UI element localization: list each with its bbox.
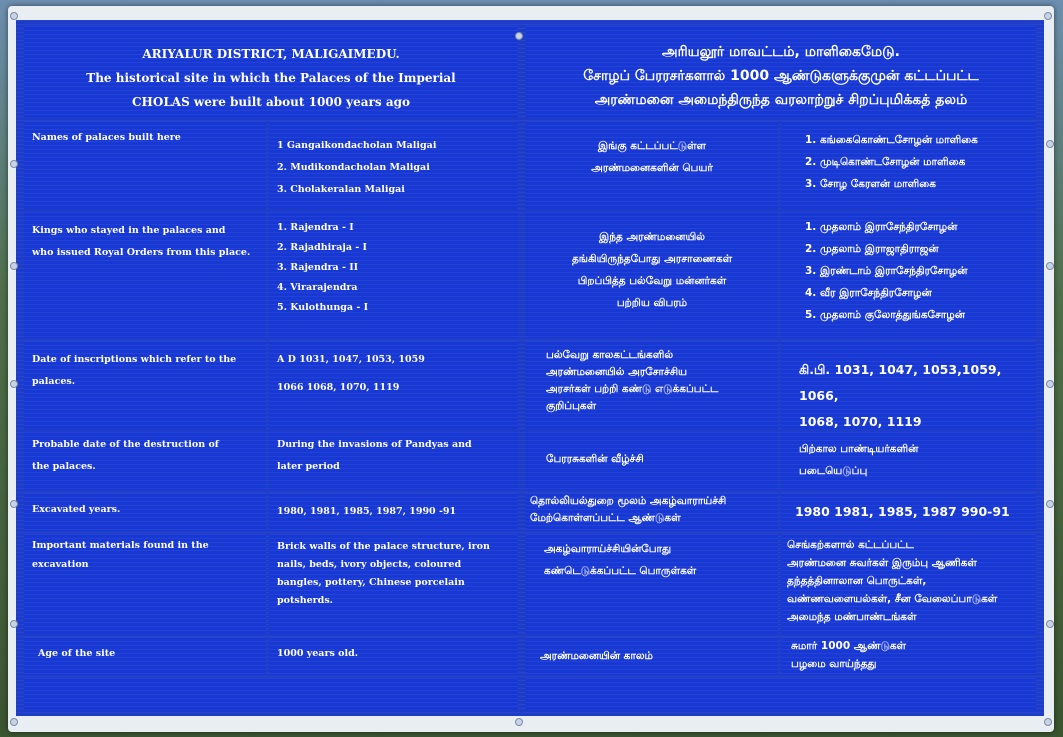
row-2-en-label (24, 212, 266, 338)
english-header (24, 26, 518, 118)
bolt-icon (1046, 262, 1054, 270)
value-line: 3. Cholakeralan Maligai (277, 184, 405, 195)
value-line: 1 Gangaikondacholan Maligai (277, 140, 437, 151)
row-2-en-value (269, 212, 518, 338)
value-line: potsherds. (277, 595, 333, 606)
tamil-title-line-2: சோழப் பேரரசர்களால் 1000 ஆண்டுகளுக்குமுன் கட்டப்பட்ட (583, 68, 979, 84)
row-4-en-label (24, 432, 266, 490)
value-line: செங்கற்களால் கட்டப்பட்ட (787, 539, 914, 551)
value-line: அமைந்த மண்பாண்டங்கள் (787, 611, 917, 623)
row-7-en-label (24, 637, 266, 675)
value-line: 1066 1068, 1070, 1119 (277, 382, 400, 393)
value-line: பழமை வாய்ந்தது (791, 658, 877, 670)
value-line: 1. Rajendra - I (277, 222, 354, 233)
tamil-title-line-1: அரியலூர் மாவட்டம், மாளிகைமேடு. (662, 44, 900, 60)
value-line: 1000 years old. (277, 648, 359, 659)
english-title-line-1: ARIYALUR DISTRICT, MALIGAIMEDU. (142, 47, 400, 61)
value-line: 1. முதலாம் இராசேந்திரசோழன் (805, 221, 958, 233)
label-line: Age of the site (38, 648, 116, 659)
value-line: 2. முடிகொண்டசோழன் மாளிகை (805, 156, 966, 168)
row-2-ta-value (781, 212, 1036, 338)
bolt-icon (1046, 620, 1054, 628)
row-1-en-label (24, 121, 266, 209)
row-5-en-value (269, 493, 518, 531)
bottom-strip-left (24, 678, 518, 710)
value-line: பிற்கால பாண்டியர்களின் (799, 443, 919, 455)
bolt-icon (10, 620, 18, 628)
value-line: 5. முதலாம் குலோத்துங்கசோழன் (805, 309, 965, 321)
row-1-ta-value (781, 121, 1036, 209)
row-3-ta-label (526, 341, 778, 429)
label-line: பிறப்பித்த பல்வேறு மன்னர்கள் (577, 275, 727, 287)
bottom-strip-right (526, 678, 1036, 710)
label-line: பற்றிய விபரம் (616, 297, 688, 309)
label-line: Excavated years. (32, 504, 121, 515)
label-line: excavation (32, 559, 89, 570)
english-title-line-2: The historical site in which the Palaces of the Imperial (86, 71, 456, 85)
value-line: அரண்மனை சுவர்கள் இரும்பு ஆணிகள் (787, 557, 977, 569)
label-line: who issued Royal Orders from this place. (32, 247, 251, 258)
label-line: இந்த அரண்மனையில் (599, 231, 705, 243)
label-line: Names of palaces built here (32, 132, 181, 143)
value-line: தந்தத்தினாலான பொருட்கள், (787, 575, 927, 587)
value-line: 3. Rajendra - II (277, 262, 359, 273)
label-line: தங்கியிருந்தபோது அரசாணைகள் (571, 253, 733, 265)
value-line: During the invasions of Pandyas and (277, 439, 472, 450)
label-line: அரண்மனையில் அரசோச்சிய (546, 366, 688, 378)
row-1-en-value (269, 121, 518, 209)
row-3-en-value (269, 341, 518, 429)
label-line: Probable date of the destruction of (32, 439, 219, 450)
row-7-en-value (269, 637, 518, 675)
label-line: அகழ்வாராய்ச்சியின்போது (544, 543, 672, 555)
value-line: Brick walls of the palace structure, iron (277, 541, 490, 552)
bolt-icon (1044, 12, 1052, 20)
label-line: அரண்மனைகளின் பெயர் (591, 162, 713, 174)
tamil-title-line-3: அரண்மனை அமைந்திருந்த வரலாற்றுச் சிறப்புமிக்கத் தலம் (594, 92, 968, 108)
value-line: வண்ணவளையல்கள், சீன வேலைப்பாடுகள் (787, 593, 998, 605)
value-line: 3. சோழ கேரளன் மாளிகை (805, 178, 936, 190)
value-line: 4. Virarajendra (277, 282, 358, 293)
value-line: 1980 1981, 1985, 1987 990-91 (795, 504, 1010, 519)
row-2-ta-label (526, 212, 778, 338)
label-line: அரசர்கள் பற்றி கண்டு எடுக்கப்பட்ட (546, 383, 719, 395)
value-line: later period (277, 461, 340, 472)
row-3-en-label (24, 341, 266, 429)
bolt-icon (10, 262, 18, 270)
tamil-header (526, 26, 1036, 118)
bolt-icon (1044, 718, 1052, 726)
value-line: 1980, 1981, 1985, 1987, 1990 -91 (277, 506, 457, 517)
value-line: கி.பி. 1031, 1047, 1053,1059, 1066, (799, 362, 1002, 403)
label-line: palaces. (32, 376, 76, 387)
value-line: 5. Kulothunga - I (277, 302, 369, 313)
row-7-ta-label (526, 637, 778, 675)
value-line: bangles, pottery, Chinese porcelain (277, 577, 465, 588)
bolt-icon (1046, 380, 1054, 388)
row-5-ta-label (526, 493, 778, 531)
row-3-ta-value (781, 341, 1036, 429)
bolt-icon (515, 718, 523, 726)
bolt-icon (10, 718, 18, 726)
value-line: சுமார் 1000 ஆண்டுகள் (791, 640, 907, 652)
value-line: 4. வீர இராசேந்திரசோழன் (805, 287, 932, 299)
label-line: மேற்கொள்ளப்பட்ட ஆண்டுகள் (530, 512, 681, 524)
label-line: இங்கு கட்டப்பட்டுள்ள (597, 140, 707, 152)
label-line: கண்டெடுக்கப்பட்ட பொருள்கள் (544, 565, 697, 577)
label-line: Kings who stayed in the palaces and (32, 225, 226, 236)
bolt-icon (10, 380, 18, 388)
value-line: 1068, 1070, 1119 (799, 414, 922, 429)
row-5-en-label (24, 493, 266, 531)
row-6-ta-value (781, 534, 1036, 634)
value-line: 1. கங்கைகொண்டசோழன் மாளிகை (805, 134, 978, 146)
label-line: Date of inscriptions which refer to the (32, 354, 237, 365)
bolt-icon (1046, 500, 1054, 508)
row-6-en-value (269, 534, 518, 634)
value-line: nails, beds, ivory objects, coloured (277, 559, 462, 570)
value-line: 2. Mudikondacholan Maligai (277, 162, 430, 173)
bolt-icon (515, 32, 523, 40)
value-line: 2. Rajadhiraja - I (277, 242, 367, 253)
row-1-ta-label (526, 121, 778, 209)
row-4-en-value (269, 432, 518, 490)
row-7-ta-value (781, 637, 1036, 675)
bolt-icon (10, 160, 18, 168)
row-4-ta-value (781, 432, 1036, 490)
row-5-ta-value (781, 493, 1036, 531)
bolt-icon (10, 12, 18, 20)
bolt-icon (10, 500, 18, 508)
value-line: 3. இரண்டாம் இராசேந்திரசோழன் (805, 265, 968, 277)
label-line: பேரரசுகளின் வீழ்ச்சி (546, 453, 644, 465)
english-title-line-3: CHOLAS were built about 1000 years ago (132, 95, 410, 109)
value-line: 2. முதலாம் இராஜாதிராஜன் (805, 243, 939, 255)
label-line: பல்வேறு காலகட்டங்களில் (546, 349, 674, 361)
row-6-en-label (24, 534, 266, 634)
row-4-ta-label (526, 432, 778, 490)
label-line: தொல்லியல்துறை மூலம் அகழ்வாராய்ச்சி (530, 495, 727, 507)
label-line: குறிப்புகள் (546, 400, 597, 412)
value-line: படையெடுப்பு (799, 465, 868, 477)
row-6-ta-label (526, 534, 778, 634)
label-line: the palaces. (32, 461, 96, 472)
bolt-icon (1046, 140, 1054, 148)
label-line: அரண்மனையின் காலம் (540, 650, 654, 662)
value-line: A D 1031, 1047, 1053, 1059 (277, 354, 425, 365)
label-line: Important materials found in the (32, 540, 209, 551)
